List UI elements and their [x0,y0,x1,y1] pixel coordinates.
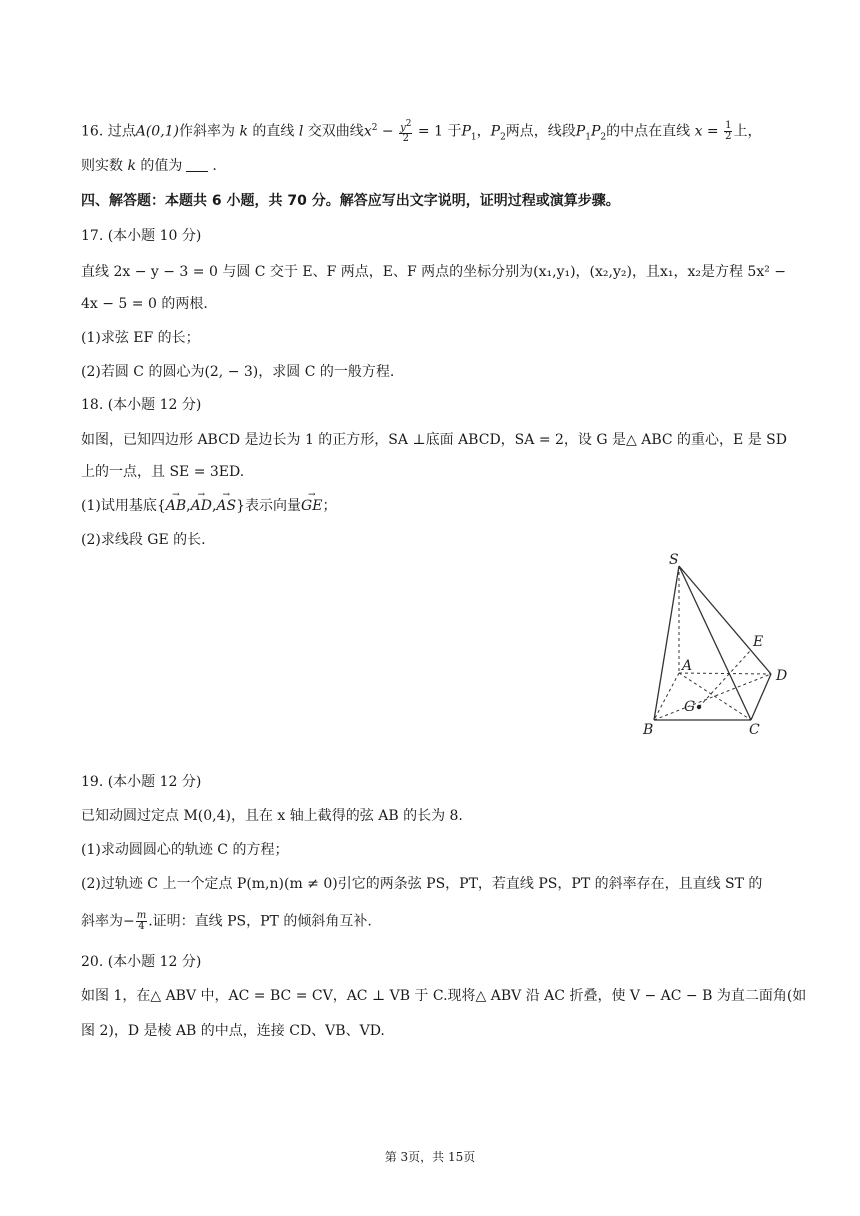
m-over-4-fraction: $\frac{m}{4}$ [136,910,147,932]
point-G [697,705,701,709]
label-A: A [682,658,693,674]
q17-label: 17. (本小题 10 分) [81,228,202,244]
answer-blank [186,171,208,172]
label-C: C [749,722,760,738]
label-G: G [684,699,696,715]
q17-line2: 4x − 5 = 0 的两根. [81,296,208,312]
q19-part2b: 斜率为− $\frac{m}{4}$ .证明：直线 PS，PT 的倾斜角互补. [81,910,372,932]
label-D: D [776,668,788,684]
q20-line2: 图 2)，D 是棱 AB 的中点，连接 CD、VB、VD. [81,1023,385,1039]
q19-label: 19. (本小题 12 分) [81,774,202,790]
edge-SD [679,566,771,674]
edge-CD [751,674,771,720]
y2-over-2-fraction: $\frac{y^2}{2}$ [400,119,412,145]
page-footer: 第 3页，共 15页 [384,1150,476,1164]
half-fraction: $\frac{1}{2}$ [725,120,732,143]
q18-line2: 上的一点，且 SE = 3ED. [81,464,245,480]
q17-part2: (2)若圆 C 的圆心为(2, − 3)，求圆 C 的一般方程. [81,364,395,380]
edge-AD [679,673,771,674]
q17-line1: 直线 2x − y − 3 = 0 与圆 C 交于 E、F 两点，E、F 两点的坐标分别为(x₁,y₁)，(x₂,y₂)，且x₁，x₂是方程 5x² − [81,264,787,280]
label-B: B [643,722,654,738]
q18-line1: 如图，已知四边形 ABCD 是边长为 1 的正方形，SA ⊥底面 ABCD，SA = 2，设 G 是△ ABC 的重心，E 是 SD [81,432,787,448]
q18-label: 18. (本小题 12 分) [81,397,202,413]
q17-part1: (1)求弦 EF 的长； [81,330,200,346]
segment-GE [699,651,750,707]
q20-line1: 如图 1，在△ ABV 中，AC = BC = CV，AC ⊥ VB 于 C.现将△ ABV 沿 AC 折叠，使 V − AC − B 为直二面角(如 [81,988,807,1004]
q18-part1: (1)试用基底{→ AB,→ AD,→ AS}表示向量→ GE； [81,496,336,516]
label-E: E [753,634,764,650]
section-heading: 四、解答题：本题共 6 小题，共 70 分。解答应写出文字说明，证明过程或演算步骤。 [81,193,620,209]
q18-part2: (2)求线段 GE 的长. [81,532,206,548]
q19-line1: 已知动圆过定点 M(0,4)，且在 x 轴上截得的弦 AB 的长为 8. [81,808,463,824]
q19-part1: (1)求动圆圆心的轨迹 C 的方程； [81,842,289,858]
label-S: S [669,552,679,568]
q19-part2a: (2)过轨迹 C 上一个定点 P(m,n)(m ≠ 0)引它的两条弦 PS，PT，若直线 PS，PT 的斜率存在，且直线 ST 的 [81,876,763,892]
q16-line2: 则实数 k 的值为 . [81,158,217,174]
pyramid-figure [636,548,796,744]
q20-label: 20. (本小题 12 分) [81,954,202,970]
q16-line1: 16. 过点A(0,1)作斜率为 k 的直线 l 交双曲线$x^2$ − $\frac{y^2}{2}$ = 1 于$P_1$，$P_2$两点，线段$P_1P_2$的中点在直线 x = $\frac{1}{2}$ 上， [81,119,762,145]
